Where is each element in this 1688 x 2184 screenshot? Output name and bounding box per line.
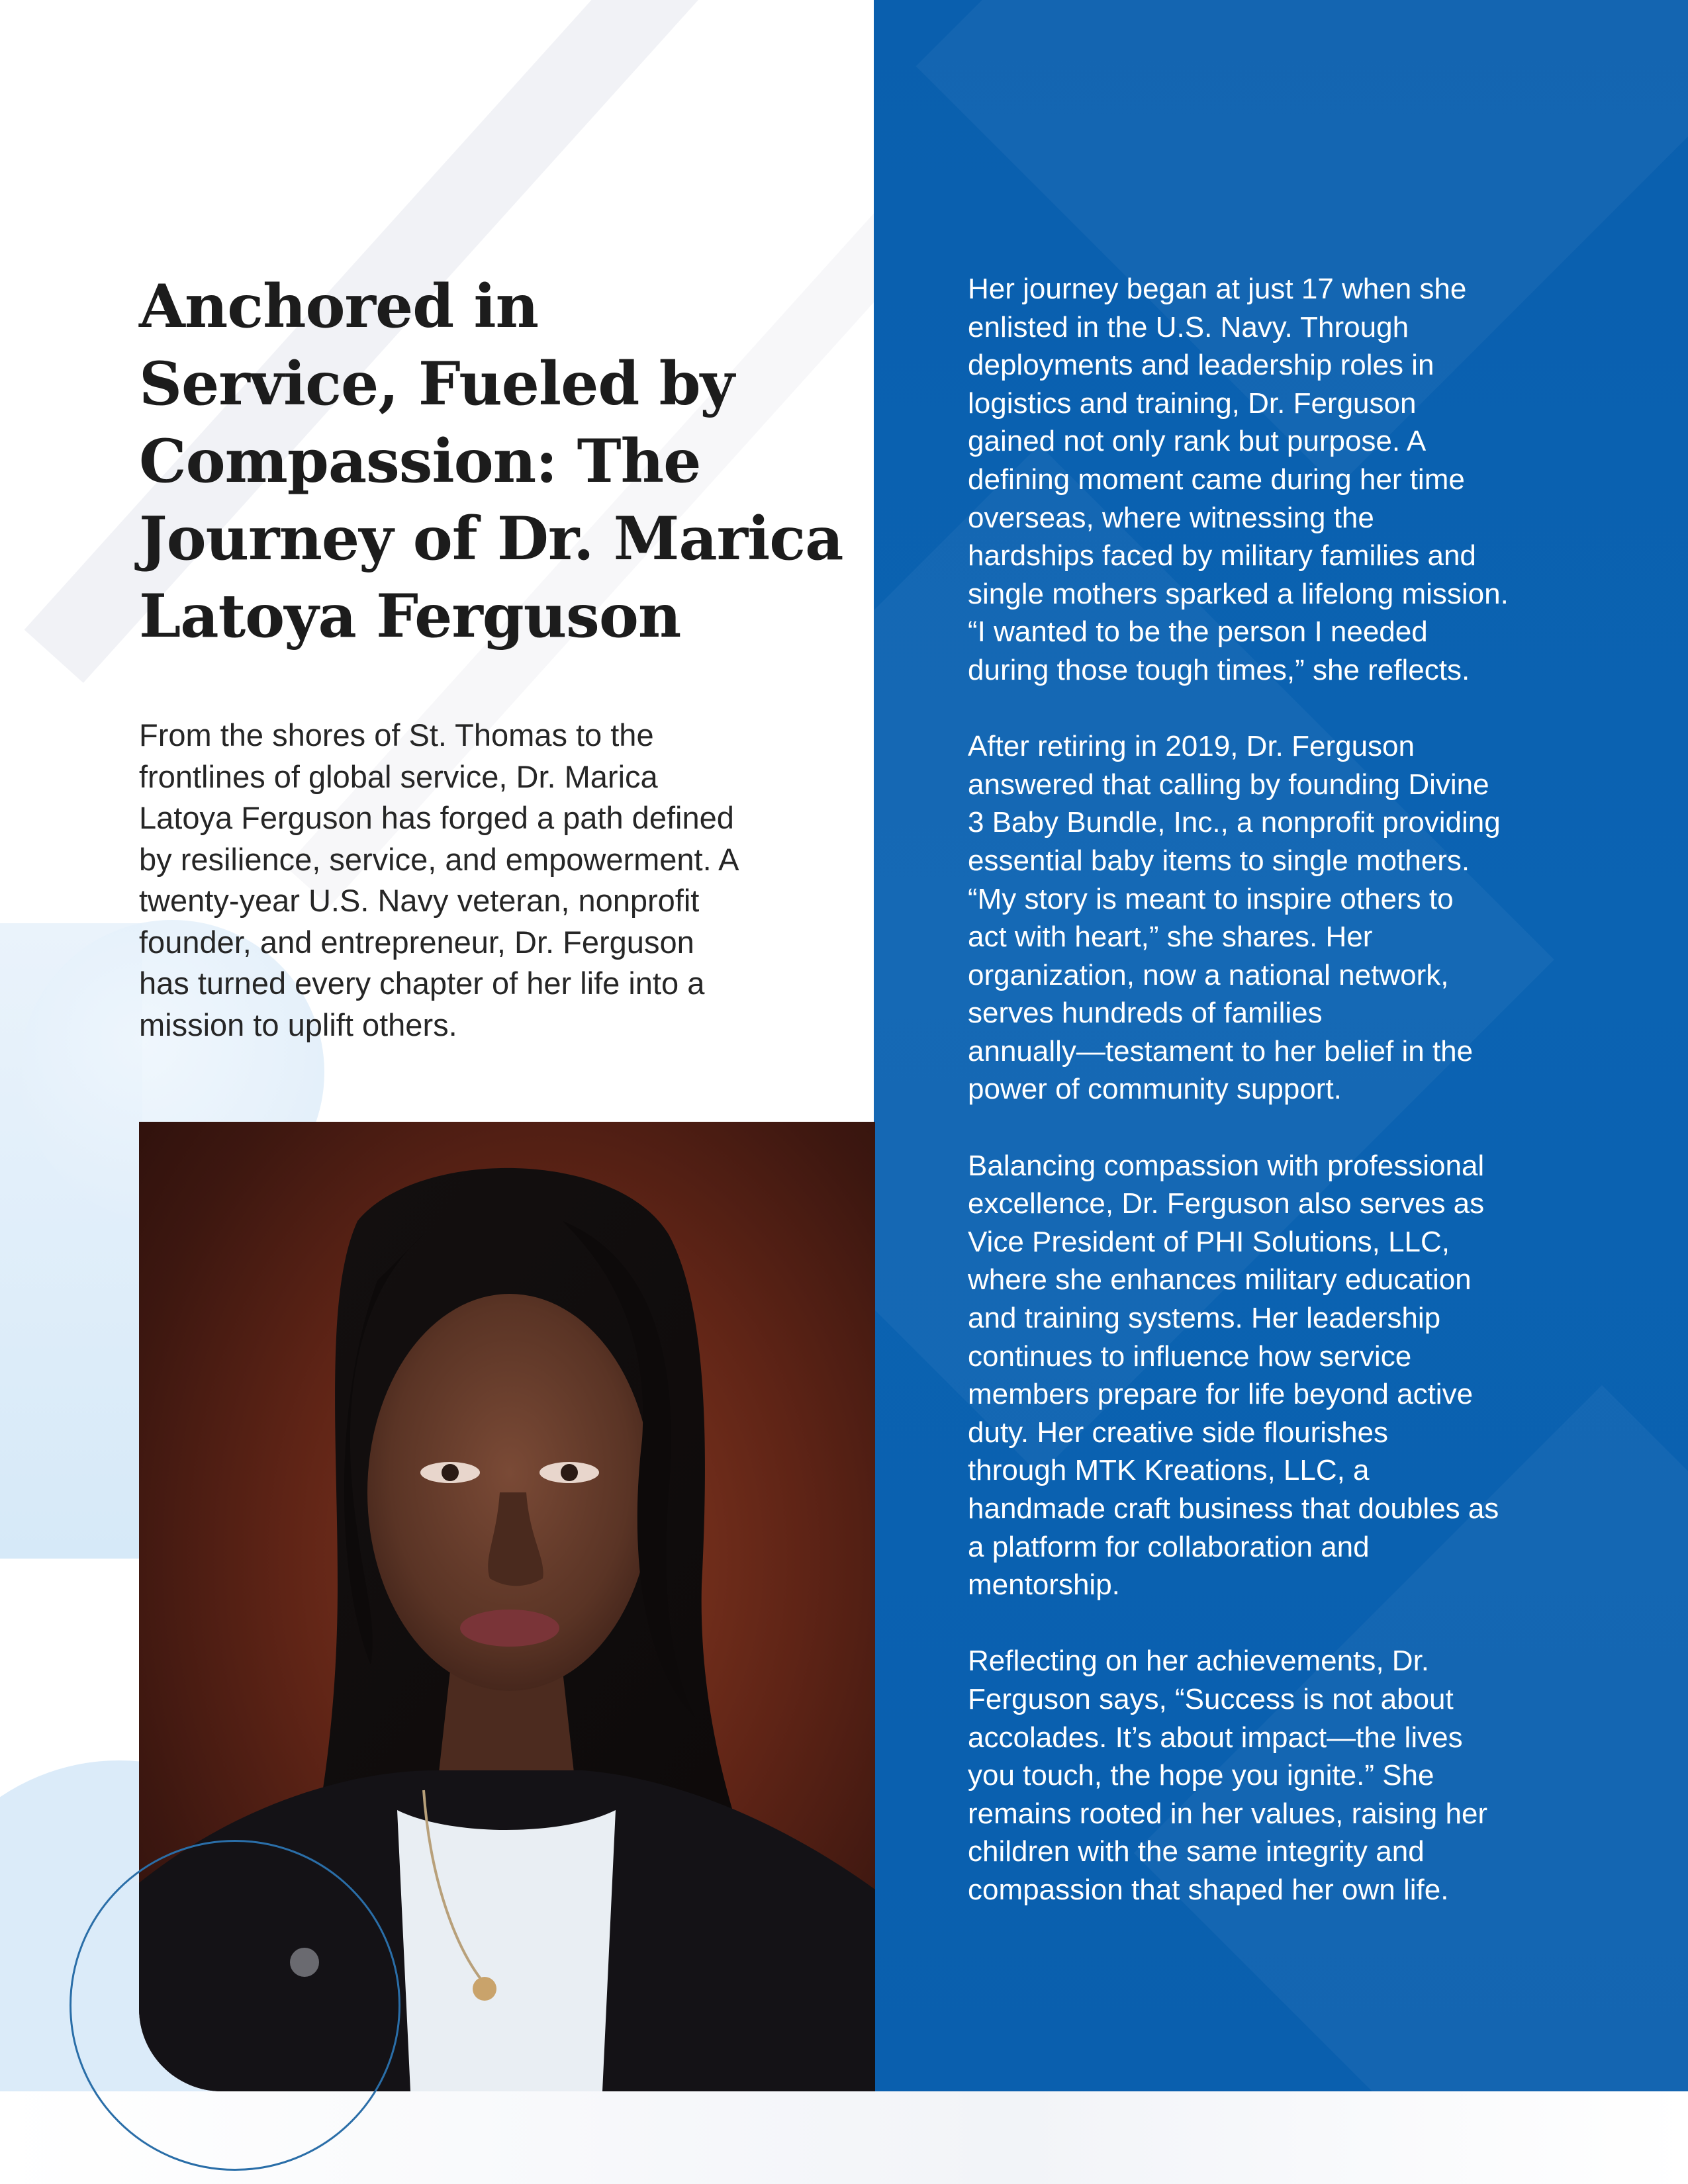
body-line: through MTK Kreations, LLC, a <box>968 1454 1370 1487</box>
body-line: and training systems. Her leadership <box>968 1302 1441 1335</box>
body-line: deployments and leadership roles in <box>968 349 1434 382</box>
body-line: “I wanted to be the person I needed <box>968 615 1428 649</box>
body-line: overseas, where witnessing the <box>968 501 1374 534</box>
body-line: answered that calling by founding Divine <box>968 768 1489 801</box>
body-line: 3 Baby Bundle, Inc., a nonprofit providing <box>968 806 1501 839</box>
body-line: children with the same integrity and <box>968 1835 1425 1868</box>
body-line: enlisted in the U.S. Navy. Through <box>968 310 1409 343</box>
article-title <box>139 268 854 655</box>
body-line: organization, now a national network, <box>968 958 1449 991</box>
body-line: duty. Her creative side flourishes <box>968 1416 1389 1449</box>
body-line: members prepare for life beyond active <box>968 1378 1474 1411</box>
title-line: Anchored in <box>139 271 539 341</box>
article-body <box>968 270 1669 1947</box>
body-line: during those tough times,” she reflects. <box>968 653 1470 686</box>
intro-line: mission to uplift others. <box>139 1007 457 1042</box>
body-line: remains rooted in her values, raising her <box>968 1797 1488 1830</box>
body-line: Balancing compassion with professional <box>968 1149 1485 1182</box>
title-line: Journey of Dr. Marica <box>139 504 843 574</box>
body-line: essential baby items to single mothers. <box>968 844 1470 877</box>
body-line: mentorship. <box>968 1569 1120 1602</box>
body-line: accolades. It’s about impact—the lives <box>968 1721 1463 1754</box>
body-line: act with heart,” she shares. Her <box>968 921 1373 954</box>
intro-line: by resilience, service, and empowerment. A <box>139 841 739 877</box>
body-line: where she enhances military education <box>968 1263 1472 1297</box>
body-line: Reflecting on her achievements, Dr. <box>968 1645 1430 1678</box>
body-line: logistics and training, Dr. Ferguson <box>968 387 1417 420</box>
body-line: excellence, Dr. Ferguson also serves as <box>968 1187 1485 1220</box>
body-line: power of community support. <box>968 1073 1342 1106</box>
decorative-ring <box>70 1840 400 2171</box>
intro-line: From the shores of St. Thomas to the <box>139 717 654 752</box>
body-line: Her journey began at just 17 when she <box>968 273 1467 305</box>
body-paragraph <box>968 1642 1669 1909</box>
body-line: continues to influence how service <box>968 1340 1412 1373</box>
intro-line: Latoya Ferguson has forged a path defined <box>139 800 734 835</box>
body-line: defining moment came during her time <box>968 463 1465 496</box>
body-line: handmade craft business that doubles as <box>968 1492 1499 1525</box>
body-line: a platform for collaboration and <box>968 1530 1370 1563</box>
intro-paragraph <box>139 715 854 1046</box>
body-line: hardships faced by military families and <box>968 539 1476 572</box>
title-line: Compassion: The <box>139 426 701 496</box>
intro-line: founder, and entrepreneur, Dr. Ferguson <box>139 924 694 960</box>
intro-line: has turned every chapter of her life into a <box>139 966 705 1001</box>
body-paragraph <box>968 727 1669 1109</box>
body-line: After retiring in 2019, Dr. Ferguson <box>968 730 1415 763</box>
body-line: serves hundreds of families <box>968 997 1323 1030</box>
title-line: Latoya Ferguson <box>139 581 681 651</box>
body-line: annually—testament to her belief in the <box>968 1034 1474 1068</box>
body-paragraph <box>968 1147 1669 1604</box>
intro-line: frontlines of global service, Dr. Marica <box>139 758 658 794</box>
intro-line: twenty-year U.S. Navy veteran, nonprofit <box>139 883 700 918</box>
body-line: single mothers sparked a lifelong mission. <box>968 577 1509 610</box>
body-line: you touch, the hope you ignite.” She <box>968 1759 1434 1792</box>
body-line: Vice President of PHI Solutions, LLC, <box>968 1225 1450 1258</box>
body-line: gained not only rank but purpose. A <box>968 425 1427 458</box>
body-line: Ferguson says, “Success is not about <box>968 1682 1454 1715</box>
body-line: compassion that shaped her own life. <box>968 1873 1449 1906</box>
body-paragraph <box>968 270 1669 690</box>
body-line: “My story is meant to inspire others to <box>968 882 1454 915</box>
title-line: Service, Fueled by <box>139 349 734 419</box>
